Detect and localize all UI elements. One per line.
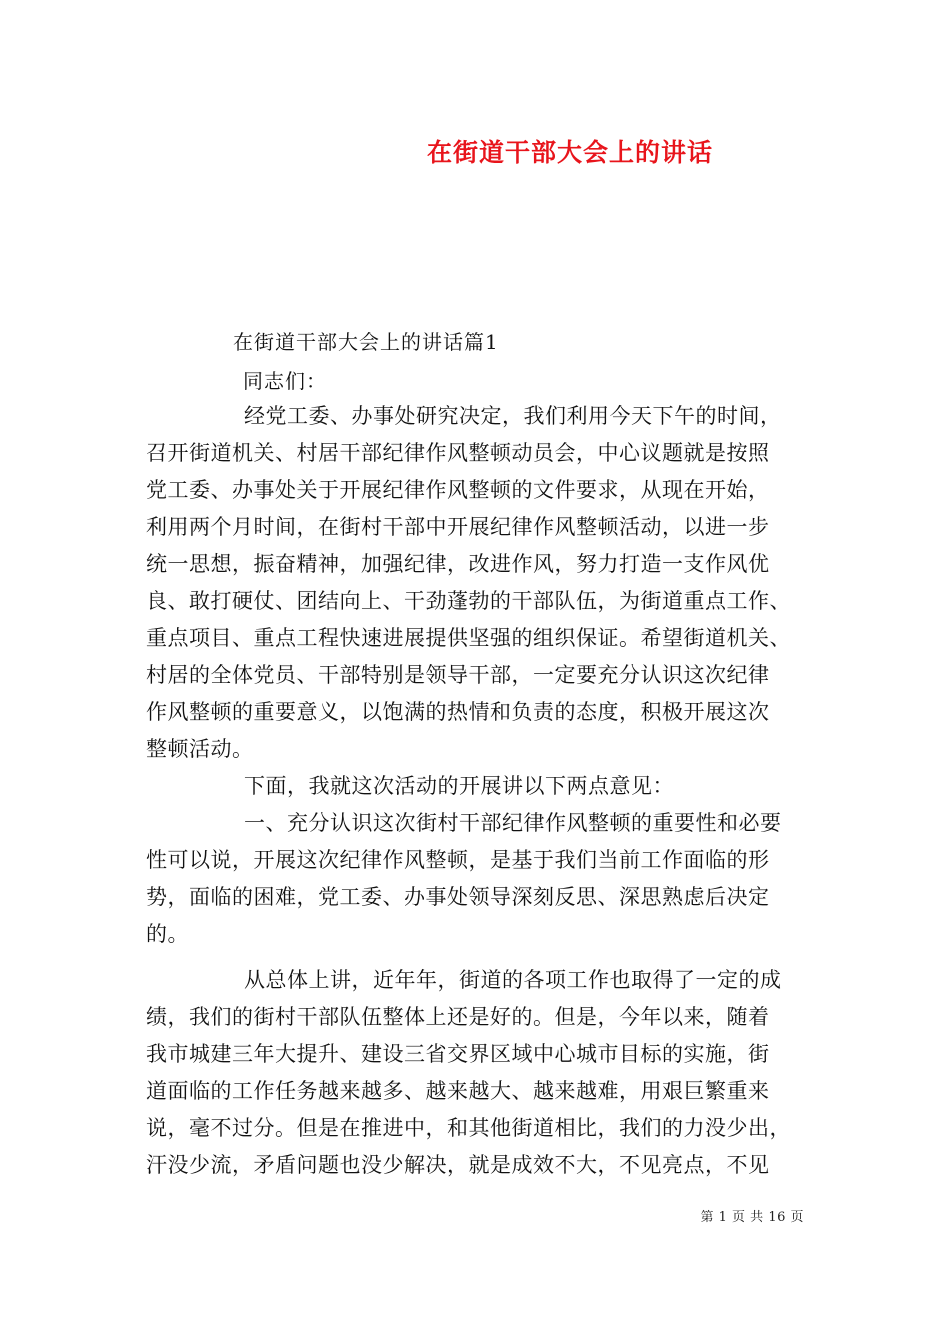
text-line: 绩，我们的街村干部队伍整体上还是好的。但是，今年以来，随着 [146, 1005, 770, 1029]
greeting: 同志们： [243, 369, 327, 393]
text-line: 道面临的工作任务越来越多、越来越大、越来越难，用艰巨繁重来 [146, 1079, 770, 1103]
paragraph-3 [146, 805, 816, 953]
document-title: 在街道干部大会上的讲话 [426, 138, 713, 167]
text-line: 说，毫不过分。但是在推进中，和其他街道相比，我们的力没少出， [146, 1116, 791, 1140]
text-line: 势，面临的困难，党工委、办事处领导深刻反思、深思熟虑后决定 [146, 885, 770, 909]
text-line: 良、敢打硬仗、团结向上、干劲蓬勃的干部队伍，为街道重点工作、 [146, 589, 791, 613]
document-subtitle: 在街道干部大会上的讲话篇1 [233, 330, 499, 354]
text-line: 一、充分认识这次街村干部纪律作风整顿的重要性和必要 [244, 811, 782, 835]
text-line: 召开街道机关、村居干部纪律作风整顿动员会，中心议题就是按照 [146, 441, 770, 465]
paragraph-4 [146, 962, 816, 1184]
text-line: 利用两个月时间，在街村干部中开展纪律作风整顿活动，以进一步 [146, 515, 770, 539]
text-line: 整顿活动。 [146, 737, 254, 761]
paragraph-1 [146, 398, 816, 768]
text-line: 的。 [146, 922, 189, 946]
text-line: 汗没少流，矛盾问题也没少解决，就是成效不大，不见亮点，不见 [146, 1153, 770, 1177]
text-line: 从总体上讲，近年年，街道的各项工作也取得了一定的成 [244, 968, 782, 992]
text-line: 下面，我就这次活动的开展讲以下两点意见： [244, 774, 674, 798]
text-line: 党工委、办事处关于开展纪律作风整顿的文件要求，从现在开始， [146, 478, 770, 502]
text-line: 我市城建三年大提升、建设三省交界区域中心城市目标的实施，街 [146, 1042, 770, 1066]
text-line: 作风整顿的重要意义，以饱满的热情和负责的态度，积极开展这次 [146, 700, 770, 724]
paragraph-2 [146, 768, 816, 805]
text-line: 重点项目、重点工程快速进展提供坚强的组织保证。希望街道机关、 [146, 626, 791, 650]
text-line: 经党工委、办事处研究决定，我们利用今天下午的时间， [244, 404, 782, 428]
text-line: 统一思想，振奋精神，加强纪律，改进作风，努力打造一支作风优 [146, 552, 770, 576]
text-line: 性可以说，开展这次纪律作风整顿，是基于我们当前工作面临的形 [146, 848, 770, 872]
text-line: 村居的全体党员、干部特别是领导干部，一定要充分认识这次纪律 [146, 663, 770, 687]
page-number: 第 1 页 共 16 页 [700, 1210, 804, 1225]
body-text [146, 398, 816, 1184]
